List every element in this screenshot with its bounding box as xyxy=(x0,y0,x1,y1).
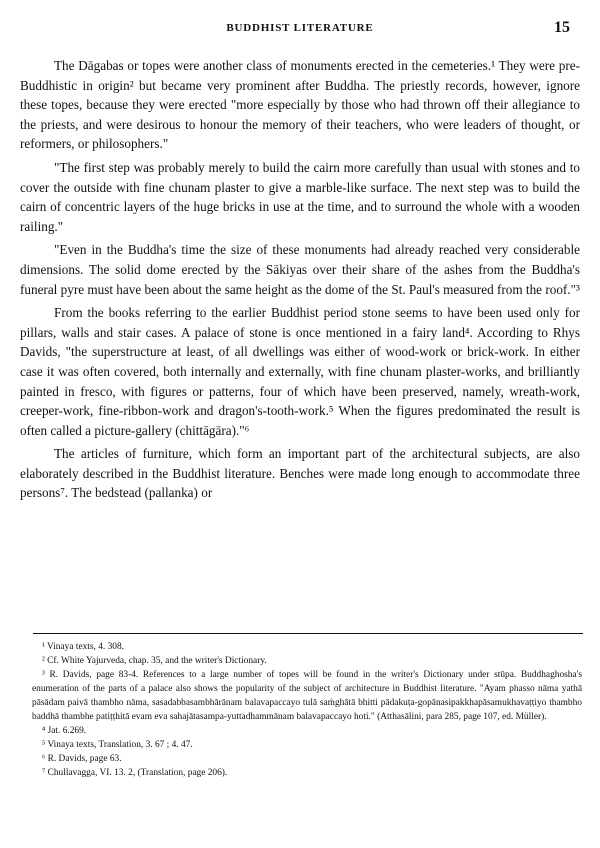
page-number: 15 xyxy=(554,19,570,36)
footnotes xyxy=(22,640,582,780)
paragraph-dagabas: The Dāgabas or topes were another class of monuments erected in the cemeteries.¹ They were pre-Buddhistic in origin² but became very prominent after Buddha. The priestly records, however, ignore these topes, because they were erected "more especially by those who had thrown off their allegiance to the priests, and were desirous to honour the memory of their teachers, who were leaders of thought, or reformers, or philosophers." xyxy=(20,58,580,152)
running-title: BUDDHIST LITERATURE xyxy=(226,22,374,34)
footnote-2: ² Cf. White Yajurveda, chap. 35, and the writer's Dictionary. xyxy=(42,656,267,666)
footnote-7: ⁷ Chullavagga, VI. 13. 2, (Translation, page 206). xyxy=(42,768,228,778)
paragraph-stone-dwellings: From the books referring to the earlier Buddhist period stone seems to have been used only for pillars, walls and stair cases. A palace of stone is once mentioned in a fairy land⁴. According to Rhys Davids, "the superstructure at least, of all dwellings was either of wood-work or brick-work. In either case it was often covered, both internally and externally, with fine chunam plaster-works, and brilliantly painted in fresco, with figures or patterns, four of which have been preserved, namely, wreath-work, creeper-work, fine-ribbon-work and dragon's-tooth-work.⁵ When the figures predominated the result is often called a picture-gallery (chittāgāra)."⁶ xyxy=(20,305,580,438)
footnote-6: ⁶ R. Davids, page 63. xyxy=(42,754,122,764)
footnote-3: ³ R. Davids, page 83-4. References to a large number of topes will be found in the writer's Dictionary under stūpa. Buddhaghosha's enumeration of the parts of a palace also shows the popularity of the subject of architecture in Buddhist literature. "Ayam phasso nāma yathā pāsādam paivā thambho nāma, sasadabbasambhārānam balavapaccayo tulā saṁghātā bhitti pādakuṭa-gopānasipakkhapāsamukhavaṭṭiyo thambho baddhā thambhe patiṭṭhitā evam eva sahajātasampa-yuttadhammānam balavapaccayo hoti." (Atthasālini, para 285, page 107, ed. Müller). xyxy=(32,670,582,722)
footnote-1: ¹ Vinaya texts, 4. 308. xyxy=(42,642,125,652)
footnote-divider xyxy=(33,633,583,634)
body-text xyxy=(20,56,580,507)
paragraph-cairn-quote: "The first step was probably merely to build the cairn more carefully than usual with stones and to cover the outside with fine chunam plaster to give a marble-like surface. The next step was to build the cairn of concentric layers of the huge bricks in use at the time, and to surround the whole with a wooden railing." xyxy=(20,159,580,234)
page-header xyxy=(0,19,600,40)
paragraph-furniture: The articles of furniture, which form an important part of the architectural subjects, are also elaborately described in the Buddhist literature. Benches were made long enough to accommodate three persons⁷. The bedstead (pallanka) or xyxy=(20,446,580,501)
footnote-5: ⁵ Vinaya texts, Translation, 3. 67 ; 4. 47. xyxy=(42,740,193,750)
footnote-4: ⁴ Jat. 6.269. xyxy=(42,726,87,736)
paragraph-dome-quote: "Even in the Buddha's time the size of these monuments had already reached very considerable dimensions. The solid dome erected by the Sākiyas over their share of the ashes from the Buddha's funeral pyre must have been about the same height as the dome of the St. Paul's measured from the roof."³ xyxy=(20,242,580,297)
